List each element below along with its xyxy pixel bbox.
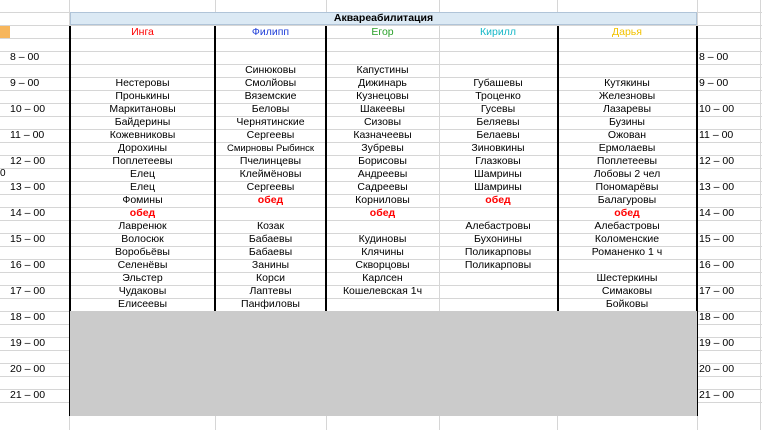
evening-shaded-block	[70, 311, 697, 416]
schedule-cell[interactable]: Троценко	[475, 90, 521, 102]
schedule-cell[interactable]: Зубревы	[361, 142, 404, 154]
schedule-cell[interactable]: Шамрины	[474, 168, 522, 180]
schedule-cell[interactable]: Кутякины	[604, 77, 650, 89]
therapist-header[interactable]: Егор	[371, 26, 394, 38]
schedule-cell[interactable]: Ожован	[607, 129, 647, 141]
schedule-cell[interactable]: Воробьёвы	[115, 246, 170, 258]
time-label[interactable]: 19 – 00	[10, 337, 46, 349]
schedule-cell[interactable]: Корниловы	[355, 194, 410, 206]
schedule-cell[interactable]: Елец	[130, 168, 155, 180]
time-label[interactable]: 17 – 00	[699, 285, 735, 297]
time-label[interactable]: 10 – 00	[699, 103, 735, 115]
time-label[interactable]: 18 – 00	[699, 311, 735, 323]
schedule-cell[interactable]: Лобовы 2 чел	[593, 168, 661, 180]
time-label[interactable]: 12 – 00	[10, 155, 46, 167]
time-label[interactable]: 8 – 00	[699, 51, 729, 63]
schedule-cell[interactable]: Дорохины	[117, 142, 168, 154]
schedule-cell[interactable]: Садреевы	[357, 181, 408, 193]
left-edge-fragment: 0	[0, 168, 6, 179]
lunch-cell[interactable]: обед	[614, 207, 640, 219]
schedule-cell[interactable]: Корси	[256, 272, 285, 284]
lunch-cell[interactable]: обед	[129, 207, 156, 219]
schedule-cell[interactable]: Кошелевская 1ч	[342, 285, 423, 297]
schedule-cell[interactable]: Балагуровы	[597, 194, 657, 206]
schedule-cell[interactable]: Ермолаевы	[598, 142, 656, 154]
schedule-cell[interactable]: Бабаевы	[248, 246, 293, 258]
schedule-cell[interactable]: Алебастровы	[465, 220, 531, 232]
schedule-cell[interactable]: Кудиновы	[358, 233, 407, 245]
schedule-cell[interactable]: Пономарёвы	[595, 181, 659, 193]
schedule-cell[interactable]: Маркитановы	[109, 103, 176, 115]
schedule-cell[interactable]: Чудаковы	[118, 285, 167, 297]
schedule-cell[interactable]: Лаптевы	[249, 285, 292, 297]
schedule-cell[interactable]: Занины	[251, 259, 290, 271]
lunch-cell[interactable]: обед	[369, 207, 396, 219]
schedule-cell[interactable]: Бухонины	[474, 233, 522, 245]
schedule-cell[interactable]: Поплетеевы	[596, 155, 658, 167]
schedule-cell[interactable]: Скворцовы	[355, 259, 410, 271]
lunch-cell[interactable]: обед	[257, 194, 284, 206]
schedule-cell[interactable]: Байдерины	[114, 116, 171, 128]
time-label[interactable]: 21 – 00	[699, 389, 735, 401]
schedule-cell[interactable]: Фомины	[122, 194, 163, 206]
time-label[interactable]: 21 – 00	[10, 389, 46, 401]
schedule-cell[interactable]: Коломенские	[594, 233, 660, 245]
schedule-cell[interactable]: Елисеевы	[117, 298, 168, 310]
schedule-cell[interactable]: Сергеевы	[246, 129, 295, 141]
schedule-cell[interactable]: Глазковы	[475, 155, 521, 167]
schedule-cell[interactable]: Беловы	[251, 103, 290, 115]
time-label[interactable]: 15 – 00	[699, 233, 735, 245]
sheet-title[interactable]: Аквареабилитация	[333, 12, 434, 24]
schedule-cell[interactable]: Симаковы	[601, 285, 653, 297]
schedule-cell[interactable]: Поликарповы	[464, 246, 532, 258]
schedule-cell[interactable]: Шестеркины	[596, 272, 658, 284]
column-marker	[0, 26, 10, 38]
schedule-cell[interactable]: Борисовы	[358, 155, 407, 167]
schedule-cell[interactable]: Поликарповы	[464, 259, 532, 271]
schedule-cell[interactable]: Бабаевы	[248, 233, 293, 245]
time-label[interactable]: 8 – 00	[10, 51, 40, 63]
time-label[interactable]: 9 – 00	[10, 77, 40, 89]
schedule-cell[interactable]: Сергеевы	[246, 181, 295, 193]
grid-row-line	[0, 51, 762, 52]
time-label[interactable]: 15 – 00	[10, 233, 46, 245]
schedule-cell[interactable]: Синюковы	[245, 64, 296, 76]
lunch-cell[interactable]: обед	[485, 194, 511, 206]
time-label[interactable]: 16 – 00	[10, 259, 46, 271]
schedule-cell[interactable]: Пронькины	[115, 90, 170, 102]
schedule-cell[interactable]: Лавренюк	[118, 220, 167, 232]
schedule-cell[interactable]: Белаевы	[476, 129, 520, 141]
schedule-cell[interactable]: Смолйовы	[244, 77, 297, 89]
schedule-cell[interactable]: Бойковы	[605, 298, 649, 310]
schedule-cell[interactable]: Клячины	[361, 246, 404, 258]
therapist-header[interactable]: Филипп	[251, 26, 290, 38]
therapist-header[interactable]: Кирилл	[480, 26, 516, 38]
schedule-cell[interactable]: Шамрины	[474, 181, 522, 193]
time-label[interactable]: 14 – 00	[699, 207, 735, 219]
schedule-cell[interactable]: Алебастровы	[594, 220, 660, 232]
therapist-header[interactable]: Дарья	[612, 26, 642, 38]
schedule-cell[interactable]: Поплетеевы	[112, 155, 173, 167]
schedule-cell[interactable]: Гусевы	[480, 103, 516, 115]
time-label[interactable]: 20 – 00	[699, 363, 735, 375]
time-label[interactable]: 13 – 00	[10, 181, 46, 193]
schedule-cell[interactable]: Сизовы	[363, 116, 402, 128]
schedule-cell[interactable]: Волосюк	[121, 233, 164, 245]
time-label[interactable]: 20 – 00	[10, 363, 46, 375]
grid-col-line	[760, 0, 761, 430]
schedule-cell[interactable]: Зиновкины	[471, 142, 525, 154]
schedule-cell[interactable]: Кузнецовы	[356, 90, 409, 102]
time-label[interactable]: 10 – 00	[10, 103, 46, 115]
schedule-cell[interactable]: Шакеевы	[360, 103, 405, 115]
schedule-cell[interactable]: Карлсен	[362, 272, 403, 284]
schedule-cell[interactable]: Кожевниковы	[109, 129, 176, 141]
time-label[interactable]: 9 – 00	[699, 77, 729, 89]
schedule-cell[interactable]: Губашевы	[473, 77, 523, 89]
schedule-cell[interactable]: Дижинарь	[358, 77, 407, 89]
schedule-cell[interactable]: Железновы	[598, 90, 656, 102]
time-label[interactable]: 18 – 00	[10, 311, 46, 323]
time-label[interactable]: 19 – 00	[699, 337, 735, 349]
schedule-cell[interactable]: Пчелинцевы	[239, 155, 302, 167]
schedule-cell[interactable]: Капустины	[356, 64, 409, 76]
schedule-cell[interactable]: Селенёвы	[117, 259, 168, 271]
schedule-cell[interactable]: Эльстер	[122, 272, 163, 284]
schedule-cell[interactable]: Чернятинские	[236, 116, 305, 128]
schedule-cell[interactable]: Козак	[256, 220, 285, 232]
time-label[interactable]: 11 – 00	[10, 129, 45, 141]
schedule-cell[interactable]: Елец	[130, 181, 155, 193]
time-label[interactable]: 11 – 00	[699, 129, 734, 141]
schedule-cell[interactable]: Смирновы Рыбинск	[226, 143, 315, 154]
time-label[interactable]: 16 – 00	[699, 259, 735, 271]
schedule-cell[interactable]: Вяземские	[244, 90, 297, 102]
time-label[interactable]: 14 – 00	[10, 207, 46, 219]
schedule-cell[interactable]: Беляевы	[476, 116, 520, 128]
schedule-cell[interactable]: Казначеевы	[353, 129, 412, 141]
schedule-cell[interactable]: Романенко 1 ч	[591, 246, 663, 258]
schedule-cell[interactable]: Нестеровы	[115, 77, 170, 89]
therapist-header[interactable]: Инга	[131, 26, 154, 38]
schedule-cell[interactable]: Клеймёновы	[239, 168, 302, 180]
time-label[interactable]: 12 – 00	[699, 155, 735, 167]
schedule-cell[interactable]: Бузины	[609, 116, 645, 128]
schedule-cell[interactable]: Лазаревы	[602, 103, 652, 115]
time-label[interactable]: 13 – 00	[699, 181, 735, 193]
schedule-cell[interactable]: Панфиловы	[241, 298, 300, 310]
time-label[interactable]: 17 – 00	[10, 285, 46, 297]
schedule-cell[interactable]: Андреевы	[357, 168, 408, 180]
